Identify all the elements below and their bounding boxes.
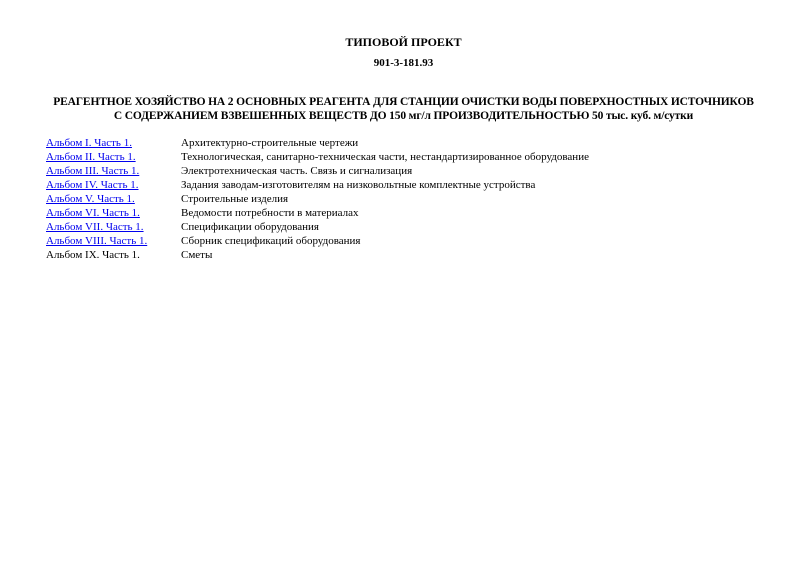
album-name-9: Альбом IX. Часть 1. (46, 249, 140, 261)
album-row-3 (46, 164, 766, 178)
document-type-heading: ТИПОВОЙ ПРОЕКТ (345, 35, 462, 49)
album-link-5[interactable]: Альбом V. Часть 1. (46, 193, 135, 205)
album-list (46, 136, 766, 262)
album-row-5 (46, 192, 766, 206)
album-link-8[interactable]: Альбом VIII. Часть 1. (46, 235, 148, 247)
album-link-1[interactable]: Альбом I. Часть 1. (46, 137, 132, 149)
album-description-9: Сметы (181, 249, 213, 261)
album-description-3: Электротехническая часть. Связь и сигнализация (181, 165, 413, 177)
album-row-4 (46, 178, 766, 192)
album-row-6 (46, 206, 766, 220)
album-description-8: Сборник спецификаций оборудования (181, 235, 361, 247)
album-description-2: Технологическая, санитарно-техническая части, нестандартизированное оборудование (181, 151, 589, 163)
document-number: 901-3-181.93 (373, 57, 434, 69)
document-title (0, 95, 807, 123)
album-description-7: Спецификации оборудования (181, 221, 319, 233)
album-description-1: Архитектурно-строительные чертежи (181, 137, 359, 149)
album-row-9 (46, 248, 766, 262)
album-link-4[interactable]: Альбом IV. Часть 1. (46, 179, 139, 191)
album-link-3[interactable]: Альбом III. Часть 1. (46, 165, 140, 177)
album-link-2[interactable]: Альбом II. Часть 1. (46, 151, 136, 163)
album-row-8 (46, 234, 766, 248)
album-row-1 (46, 136, 766, 150)
album-description-5: Строительные изделия (181, 193, 289, 205)
document-title-line-2: С СОДЕРЖАНИЕМ ВЗВЕШЕННЫХ ВЕЩЕСТВ ДО 150 мг/л ПРОИЗВОДИТЕЛЬНОСТЬЮ 50 тыс. куб. м/сутки (113, 110, 694, 122)
document-title-line-1: РЕАГЕНТНОЕ ХОЗЯЙСТВО НА 2 ОСНОВНЫХ РЕАГЕНТА ДЛЯ СТАНЦИИ ОЧИСТКИ ВОДЫ ПОВЕРХНОСТНЫХ ИСТОЧНИКОВ (53, 96, 754, 108)
album-link-7[interactable]: Альбом VII. Часть 1. (46, 221, 144, 233)
album-row-7 (46, 220, 766, 234)
album-link-6[interactable]: Альбом VI. Часть 1. (46, 207, 140, 219)
album-description-4: Задания заводам-изготовителям на низковольтные комплектные устройства (181, 179, 536, 191)
album-description-6: Ведомости потребности в материалах (181, 207, 359, 219)
album-row-2 (46, 150, 766, 164)
